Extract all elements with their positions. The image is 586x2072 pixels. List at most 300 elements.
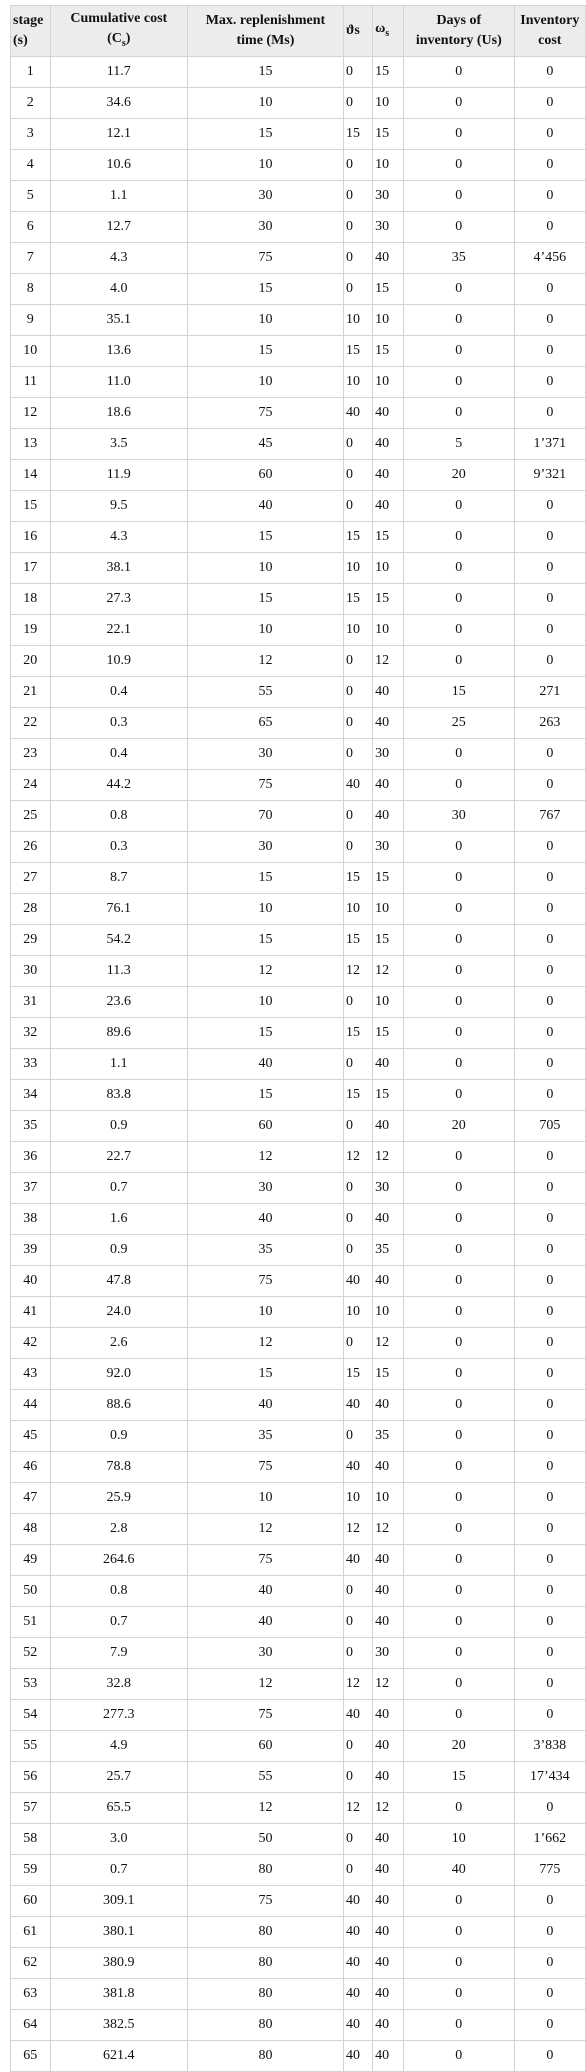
cell-days-of-inventory: 0 <box>403 2010 514 2041</box>
cell-stage: 33 <box>11 1049 51 1080</box>
cell-cumulative-cost: 65.5 <box>50 1793 187 1824</box>
cell-theta: 0 <box>343 739 372 770</box>
header-max-replenishment-line2: time (Ms) <box>236 33 295 48</box>
header-omega <box>373 6 404 57</box>
cell-inventory-cost: 271 <box>514 677 585 708</box>
table-row <box>11 1669 586 1700</box>
cell-stage: 60 <box>11 1886 51 1917</box>
cell-stage: 13 <box>11 429 51 460</box>
cell-days-of-inventory: 0 <box>403 522 514 553</box>
cell-cumulative-cost: 92.0 <box>50 1359 187 1390</box>
cell-cumulative-cost: 0.9 <box>50 1421 187 1452</box>
cell-inventory-cost: 0 <box>514 1669 585 1700</box>
cell-inventory-cost: 0 <box>514 1793 585 1824</box>
cell-cumulative-cost: 277.3 <box>50 1700 187 1731</box>
cell-days-of-inventory: 0 <box>403 1514 514 1545</box>
cell-theta: 0 <box>343 801 372 832</box>
cell-cumulative-cost: 12.7 <box>50 212 187 243</box>
cell-omega: 30 <box>373 1638 404 1669</box>
cell-omega: 40 <box>373 1731 404 1762</box>
cell-cumulative-cost: 264.6 <box>50 1545 187 1576</box>
cell-inventory-cost: 0 <box>514 553 585 584</box>
cell-days-of-inventory: 0 <box>403 956 514 987</box>
cell-cumulative-cost: 1.6 <box>50 1204 187 1235</box>
cell-days-of-inventory: 0 <box>403 2041 514 2072</box>
table-row <box>11 1297 586 1328</box>
cell-days-of-inventory: 5 <box>403 429 514 460</box>
table-row <box>11 336 586 367</box>
cell-inventory-cost: 0 <box>514 1917 585 1948</box>
cell-days-of-inventory: 0 <box>403 57 514 88</box>
cell-max-replenishment-time: 15 <box>187 336 343 367</box>
cell-theta: 40 <box>343 1917 372 1948</box>
cell-stage: 62 <box>11 1948 51 1979</box>
table-row <box>11 708 586 739</box>
cell-cumulative-cost: 0.8 <box>50 1576 187 1607</box>
cell-inventory-cost: 1’662 <box>514 1824 585 1855</box>
cell-cumulative-cost: 11.0 <box>50 367 187 398</box>
cell-cumulative-cost: 25.7 <box>50 1762 187 1793</box>
cell-cumulative-cost: 381.8 <box>50 1979 187 2010</box>
cell-cumulative-cost: 3.5 <box>50 429 187 460</box>
cell-days-of-inventory: 0 <box>403 925 514 956</box>
cell-theta: 0 <box>343 1607 372 1638</box>
cell-days-of-inventory: 0 <box>403 1266 514 1297</box>
cell-omega: 15 <box>373 863 404 894</box>
table-row <box>11 739 586 770</box>
cell-days-of-inventory: 0 <box>403 1607 514 1638</box>
cell-days-of-inventory: 0 <box>403 1917 514 1948</box>
cell-inventory-cost: 0 <box>514 88 585 119</box>
cell-theta: 0 <box>343 646 372 677</box>
cell-stage: 34 <box>11 1080 51 1111</box>
table-row <box>11 212 586 243</box>
cell-inventory-cost: 0 <box>514 894 585 925</box>
cell-theta: 0 <box>343 150 372 181</box>
cell-omega: 40 <box>373 243 404 274</box>
cell-inventory-cost: 0 <box>514 1049 585 1080</box>
table-row <box>11 770 586 801</box>
cell-days-of-inventory: 0 <box>403 305 514 336</box>
cell-max-replenishment-time: 15 <box>187 1359 343 1390</box>
cell-omega: 40 <box>373 1948 404 1979</box>
cell-stage: 12 <box>11 398 51 429</box>
table-row <box>11 1018 586 1049</box>
cell-max-replenishment-time: 75 <box>187 398 343 429</box>
cell-cumulative-cost: 23.6 <box>50 987 187 1018</box>
cell-max-replenishment-time: 40 <box>187 1049 343 1080</box>
cell-max-replenishment-time: 80 <box>187 1979 343 2010</box>
cell-cumulative-cost: 4.9 <box>50 1731 187 1762</box>
cell-days-of-inventory: 25 <box>403 708 514 739</box>
cell-inventory-cost: 0 <box>514 1576 585 1607</box>
cell-cumulative-cost: 0.9 <box>50 1235 187 1266</box>
table-row <box>11 615 586 646</box>
cell-theta: 0 <box>343 1204 372 1235</box>
cell-inventory-cost: 9’321 <box>514 460 585 491</box>
cell-max-replenishment-time: 40 <box>187 1204 343 1235</box>
cell-max-replenishment-time: 30 <box>187 832 343 863</box>
cell-inventory-cost: 0 <box>514 1390 585 1421</box>
cell-omega: 10 <box>373 987 404 1018</box>
cell-cumulative-cost: 22.1 <box>50 615 187 646</box>
table-row <box>11 863 586 894</box>
cell-omega: 10 <box>373 88 404 119</box>
cell-max-replenishment-time: 12 <box>187 646 343 677</box>
cell-stage: 19 <box>11 615 51 646</box>
table-row <box>11 956 586 987</box>
cell-omega: 40 <box>373 1824 404 1855</box>
cell-cumulative-cost: 34.6 <box>50 88 187 119</box>
cell-omega: 40 <box>373 1266 404 1297</box>
cell-theta: 0 <box>343 832 372 863</box>
cell-omega: 15 <box>373 336 404 367</box>
cell-cumulative-cost: 8.7 <box>50 863 187 894</box>
cell-omega: 15 <box>373 274 404 305</box>
cell-omega: 15 <box>373 925 404 956</box>
cell-theta: 10 <box>343 1483 372 1514</box>
cell-cumulative-cost: 44.2 <box>50 770 187 801</box>
cell-max-replenishment-time: 10 <box>187 305 343 336</box>
cell-days-of-inventory: 0 <box>403 1235 514 1266</box>
cell-max-replenishment-time: 75 <box>187 770 343 801</box>
cell-days-of-inventory: 0 <box>403 987 514 1018</box>
cell-omega: 40 <box>373 708 404 739</box>
header-inventory-cost-line1: Inventory <box>520 13 580 28</box>
cell-inventory-cost: 0 <box>514 925 585 956</box>
cell-cumulative-cost: 38.1 <box>50 553 187 584</box>
cell-omega: 12 <box>373 1328 404 1359</box>
cell-cumulative-cost: 0.4 <box>50 677 187 708</box>
cell-omega: 40 <box>373 398 404 429</box>
cell-stage: 58 <box>11 1824 51 1855</box>
cell-theta: 0 <box>343 1855 372 1886</box>
cell-stage: 27 <box>11 863 51 894</box>
cell-cumulative-cost: 32.8 <box>50 1669 187 1700</box>
cell-days-of-inventory: 0 <box>403 832 514 863</box>
cell-omega: 10 <box>373 305 404 336</box>
cell-omega: 40 <box>373 2010 404 2041</box>
cell-inventory-cost: 0 <box>514 1638 585 1669</box>
cell-cumulative-cost: 0.7 <box>50 1173 187 1204</box>
cell-inventory-cost: 0 <box>514 739 585 770</box>
table-row <box>11 1824 586 1855</box>
cell-theta: 0 <box>343 57 372 88</box>
cell-days-of-inventory: 0 <box>403 1700 514 1731</box>
table-row <box>11 429 586 460</box>
cell-theta: 15 <box>343 336 372 367</box>
header-cumulative-cost-open: (C <box>107 30 122 46</box>
cell-inventory-cost: 0 <box>514 1483 585 1514</box>
cell-stage: 22 <box>11 708 51 739</box>
cell-stage: 48 <box>11 1514 51 1545</box>
cell-omega: 10 <box>373 367 404 398</box>
cell-theta: 15 <box>343 584 372 615</box>
cell-cumulative-cost: 2.6 <box>50 1328 187 1359</box>
cell-stage: 8 <box>11 274 51 305</box>
cell-inventory-cost: 0 <box>514 863 585 894</box>
cell-theta: 0 <box>343 1762 372 1793</box>
header-cumulative-cost-close: ) <box>125 30 131 46</box>
cell-days-of-inventory: 0 <box>403 646 514 677</box>
cell-inventory-cost: 0 <box>514 1452 585 1483</box>
cell-stage: 6 <box>11 212 51 243</box>
table-row <box>11 2010 586 2041</box>
cell-omega: 35 <box>373 1421 404 1452</box>
cell-theta: 40 <box>343 1700 372 1731</box>
table-row <box>11 1886 586 1917</box>
cell-omega: 10 <box>373 1483 404 1514</box>
cell-cumulative-cost: 1.1 <box>50 181 187 212</box>
cell-max-replenishment-time: 80 <box>187 1948 343 1979</box>
header-row <box>11 6 586 57</box>
cell-max-replenishment-time: 30 <box>187 1638 343 1669</box>
header-theta-sub: s <box>354 23 360 38</box>
cell-omega: 10 <box>373 553 404 584</box>
table-row <box>11 398 586 429</box>
table-row <box>11 1204 586 1235</box>
cell-days-of-inventory: 20 <box>403 1111 514 1142</box>
cell-days-of-inventory: 0 <box>403 553 514 584</box>
cell-inventory-cost: 0 <box>514 150 585 181</box>
cell-max-replenishment-time: 10 <box>187 1483 343 1514</box>
cell-omega: 30 <box>373 212 404 243</box>
cell-cumulative-cost: 47.8 <box>50 1266 187 1297</box>
cell-max-replenishment-time: 75 <box>187 1545 343 1576</box>
cell-omega: 30 <box>373 1173 404 1204</box>
cell-stage: 23 <box>11 739 51 770</box>
cell-stage: 3 <box>11 119 51 150</box>
cell-inventory-cost: 0 <box>514 987 585 1018</box>
table-row <box>11 305 586 336</box>
cell-theta: 15 <box>343 522 372 553</box>
cell-max-replenishment-time: 15 <box>187 1080 343 1111</box>
cell-inventory-cost: 0 <box>514 1266 585 1297</box>
cell-days-of-inventory: 0 <box>403 1049 514 1080</box>
cell-days-of-inventory: 0 <box>403 615 514 646</box>
cell-max-replenishment-time: 60 <box>187 460 343 491</box>
cell-inventory-cost: 0 <box>514 274 585 305</box>
cell-max-replenishment-time: 65 <box>187 708 343 739</box>
cell-inventory-cost: 263 <box>514 708 585 739</box>
cell-inventory-cost: 0 <box>514 1421 585 1452</box>
cell-inventory-cost: 3’838 <box>514 1731 585 1762</box>
cell-max-replenishment-time: 80 <box>187 1855 343 1886</box>
cell-omega: 40 <box>373 2041 404 2072</box>
cell-cumulative-cost: 1.1 <box>50 1049 187 1080</box>
cell-inventory-cost: 17’434 <box>514 1762 585 1793</box>
cell-cumulative-cost: 3.0 <box>50 1824 187 1855</box>
cell-stage: 47 <box>11 1483 51 1514</box>
cell-cumulative-cost: 88.6 <box>50 1390 187 1421</box>
cell-stage: 7 <box>11 243 51 274</box>
table-row <box>11 522 586 553</box>
cell-omega: 15 <box>373 584 404 615</box>
cell-theta: 15 <box>343 1359 372 1390</box>
cell-stage: 20 <box>11 646 51 677</box>
cell-theta: 0 <box>343 1235 372 1266</box>
cell-stage: 29 <box>11 925 51 956</box>
table-row <box>11 1483 586 1514</box>
cell-cumulative-cost: 4.0 <box>50 274 187 305</box>
cell-days-of-inventory: 0 <box>403 212 514 243</box>
table-row <box>11 1359 586 1390</box>
header-max-replenishment-line1: Max. replenishment <box>205 13 326 28</box>
cell-theta: 0 <box>343 243 372 274</box>
cell-inventory-cost: 0 <box>514 1545 585 1576</box>
cell-max-replenishment-time: 10 <box>187 987 343 1018</box>
cell-days-of-inventory: 0 <box>403 181 514 212</box>
cell-omega: 30 <box>373 832 404 863</box>
cell-stage: 43 <box>11 1359 51 1390</box>
cell-theta: 40 <box>343 1390 372 1421</box>
cell-stage: 9 <box>11 305 51 336</box>
cell-inventory-cost: 0 <box>514 305 585 336</box>
cell-stage: 46 <box>11 1452 51 1483</box>
cell-theta: 15 <box>343 863 372 894</box>
cell-max-replenishment-time: 75 <box>187 1266 343 1297</box>
cell-stage: 16 <box>11 522 51 553</box>
cell-cumulative-cost: 10.6 <box>50 150 187 181</box>
cell-theta: 40 <box>343 770 372 801</box>
cell-cumulative-cost: 89.6 <box>50 1018 187 1049</box>
cell-stage: 61 <box>11 1917 51 1948</box>
cell-inventory-cost: 775 <box>514 1855 585 1886</box>
cell-theta: 15 <box>343 925 372 956</box>
cell-max-replenishment-time: 12 <box>187 1328 343 1359</box>
cell-inventory-cost: 0 <box>514 1607 585 1638</box>
cell-theta: 0 <box>343 429 372 460</box>
cell-max-replenishment-time: 15 <box>187 584 343 615</box>
table-row <box>11 1452 586 1483</box>
cell-theta: 0 <box>343 460 372 491</box>
cell-days-of-inventory: 0 <box>403 894 514 925</box>
cell-omega: 40 <box>373 677 404 708</box>
cell-theta: 0 <box>343 1731 372 1762</box>
cell-max-replenishment-time: 80 <box>187 2010 343 2041</box>
table-row <box>11 57 586 88</box>
cell-stage: 17 <box>11 553 51 584</box>
cell-inventory-cost: 0 <box>514 646 585 677</box>
table-row <box>11 1700 586 1731</box>
cell-cumulative-cost: 10.9 <box>50 646 187 677</box>
table-row <box>11 1793 586 1824</box>
cell-days-of-inventory: 0 <box>403 1080 514 1111</box>
table-row <box>11 584 586 615</box>
cell-theta: 40 <box>343 2041 372 2072</box>
cell-omega: 12 <box>373 956 404 987</box>
cell-days-of-inventory: 0 <box>403 367 514 398</box>
cell-max-replenishment-time: 40 <box>187 1607 343 1638</box>
cell-inventory-cost: 0 <box>514 1886 585 1917</box>
cell-inventory-cost: 0 <box>514 956 585 987</box>
header-omega-sub: s <box>385 27 390 39</box>
cell-theta: 40 <box>343 1979 372 2010</box>
table-row <box>11 832 586 863</box>
cell-stage: 45 <box>11 1421 51 1452</box>
cell-days-of-inventory: 0 <box>403 1576 514 1607</box>
cell-cumulative-cost: 7.9 <box>50 1638 187 1669</box>
table-row <box>11 367 586 398</box>
cell-stage: 59 <box>11 1855 51 1886</box>
cell-theta: 12 <box>343 956 372 987</box>
cell-days-of-inventory: 0 <box>403 1638 514 1669</box>
cell-theta: 0 <box>343 274 372 305</box>
cell-theta: 40 <box>343 398 372 429</box>
table-row <box>11 181 586 212</box>
cell-omega: 40 <box>373 1111 404 1142</box>
cell-omega: 15 <box>373 1080 404 1111</box>
cell-days-of-inventory: 0 <box>403 1204 514 1235</box>
cell-max-replenishment-time: 60 <box>187 1111 343 1142</box>
cell-max-replenishment-time: 15 <box>187 522 343 553</box>
cell-days-of-inventory: 15 <box>403 1762 514 1793</box>
cell-max-replenishment-time: 60 <box>187 1731 343 1762</box>
cell-stage: 40 <box>11 1266 51 1297</box>
cell-inventory-cost: 0 <box>514 212 585 243</box>
table-row <box>11 1328 586 1359</box>
table-row <box>11 1049 586 1080</box>
cell-theta: 15 <box>343 1018 372 1049</box>
cell-stage: 57 <box>11 1793 51 1824</box>
cell-stage: 31 <box>11 987 51 1018</box>
cell-inventory-cost: 4’456 <box>514 243 585 274</box>
cell-days-of-inventory: 10 <box>403 1824 514 1855</box>
table-row <box>11 460 586 491</box>
cell-stage: 56 <box>11 1762 51 1793</box>
table-row <box>11 1762 586 1793</box>
cell-omega: 15 <box>373 57 404 88</box>
cell-inventory-cost: 0 <box>514 584 585 615</box>
cell-cumulative-cost: 2.8 <box>50 1514 187 1545</box>
cell-theta: 40 <box>343 1266 372 1297</box>
cell-omega: 12 <box>373 1514 404 1545</box>
cell-cumulative-cost: 4.3 <box>50 243 187 274</box>
cell-omega: 40 <box>373 1452 404 1483</box>
cell-theta: 0 <box>343 88 372 119</box>
cell-stage: 1 <box>11 57 51 88</box>
cell-inventory-cost: 0 <box>514 1514 585 1545</box>
table-row <box>11 987 586 1018</box>
cell-theta: 10 <box>343 367 372 398</box>
cell-max-replenishment-time: 45 <box>187 429 343 460</box>
cell-cumulative-cost: 22.7 <box>50 1142 187 1173</box>
cell-inventory-cost: 0 <box>514 770 585 801</box>
cell-theta: 12 <box>343 1793 372 1824</box>
cell-stage: 64 <box>11 2010 51 2041</box>
cell-cumulative-cost: 0.7 <box>50 1855 187 1886</box>
cell-inventory-cost: 0 <box>514 1018 585 1049</box>
cell-max-replenishment-time: 75 <box>187 1452 343 1483</box>
cell-days-of-inventory: 0 <box>403 1793 514 1824</box>
header-days-of-inventory <box>403 6 514 57</box>
table-body <box>11 57 586 2072</box>
table-row <box>11 1390 586 1421</box>
cell-omega: 40 <box>373 1576 404 1607</box>
cell-days-of-inventory: 0 <box>403 336 514 367</box>
cell-theta: 12 <box>343 1142 372 1173</box>
cell-days-of-inventory: 0 <box>403 1979 514 2010</box>
cell-theta: 0 <box>343 1049 372 1080</box>
cell-max-replenishment-time: 10 <box>187 1297 343 1328</box>
cell-max-replenishment-time: 40 <box>187 1390 343 1421</box>
cell-days-of-inventory: 0 <box>403 491 514 522</box>
cell-stage: 49 <box>11 1545 51 1576</box>
cell-cumulative-cost: 621.4 <box>50 2041 187 2072</box>
cell-stage: 42 <box>11 1328 51 1359</box>
cell-omega: 40 <box>373 1607 404 1638</box>
cell-omega: 35 <box>373 1235 404 1266</box>
